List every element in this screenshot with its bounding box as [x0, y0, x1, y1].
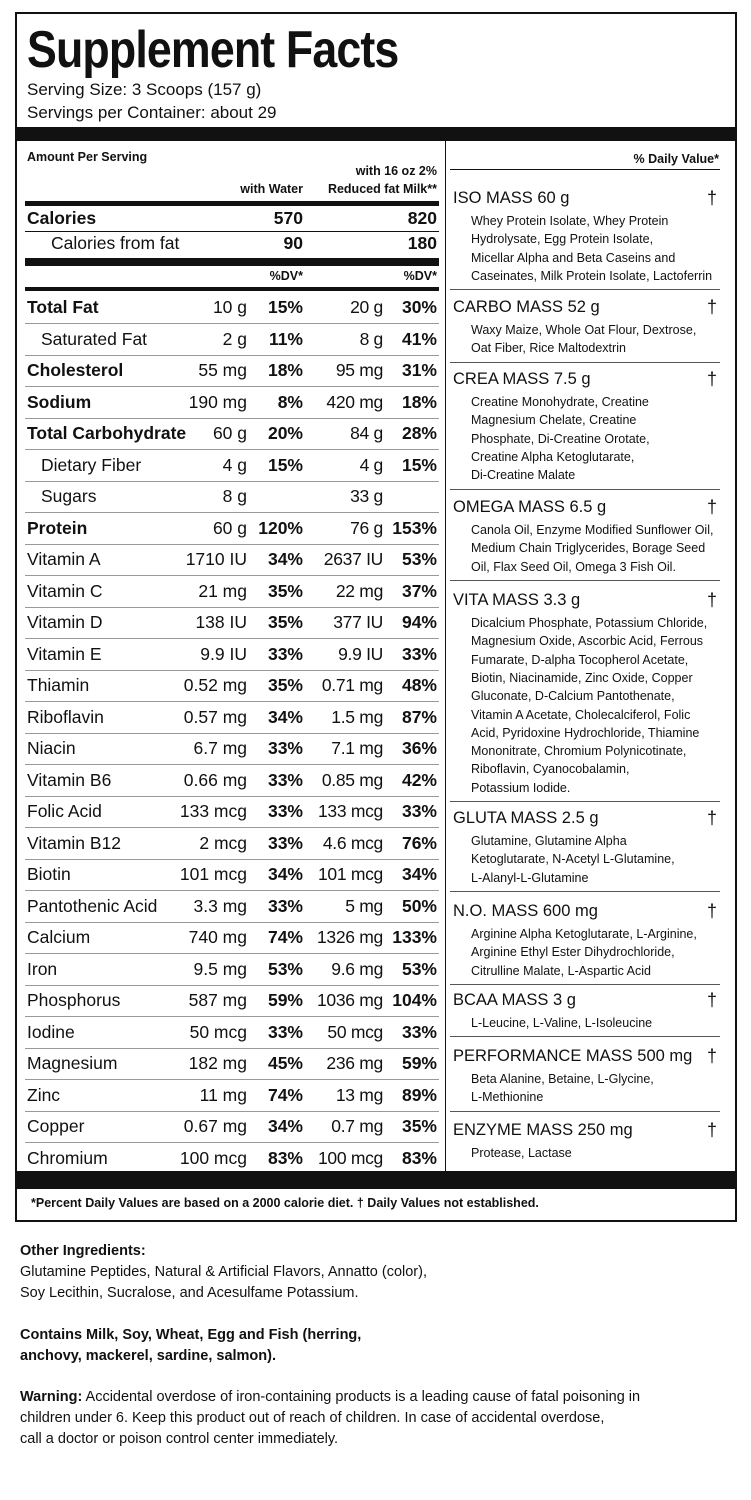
dagger-mark: † [706, 590, 717, 610]
warning-line1 [20, 1386, 730, 1408]
blend-ingredient-line: Caseinates, Milk Protein Isolate, Lactoferrin [471, 268, 713, 283]
blend-ingredient-line: Creatine Monohydrate, Creatine [471, 395, 649, 409]
blend-ingredient-line: Arginine Alpha Ketoglutarate, L-Arginine, [471, 927, 697, 941]
row-divider [25, 481, 439, 482]
allergen-line2: anchovy, mackerel, sardine, salmon). [20, 1348, 277, 1364]
blend-ingredient-line: Arginine Ethyl Ester Dihydrochloride, [471, 945, 675, 960]
with-milk-header-line1: with 16 oz 2% [355, 164, 437, 178]
water-amount: 21 mg [198, 580, 247, 601]
water-dv: 15% [267, 297, 303, 317]
blend-ingredient-line: Phosphate, Di-Creatine Orotate, [471, 431, 650, 446]
water-dv: 33% [267, 643, 303, 664]
water-amount: 0.57 mg [183, 706, 247, 727]
milk-amount: 2637 IU [323, 549, 383, 569]
milk-dv: 94% [401, 612, 437, 632]
dagger-mark: † [706, 808, 717, 828]
nutrient-name: Sugars [41, 486, 97, 506]
calories-label: Calories [27, 208, 97, 228]
nutrient-name: Thiamin [27, 675, 90, 695]
row-divider [25, 323, 439, 324]
milk-amount: 4.6 mcg [322, 832, 383, 853]
other-ingredients-line1: Glutamine Peptides, Natural & Artificial Flavors, Annatto (color), [20, 1264, 427, 1280]
blend-ingredient-line: Canola Oil, Enzyme Modified Sunflower Oil, [471, 523, 714, 537]
blend-name: OMEGA MASS 6.5 g [453, 498, 607, 516]
row-divider [25, 386, 439, 387]
water-amount: 9.9 IU [200, 643, 247, 664]
milk-dv: 18% [401, 391, 437, 412]
nutrient-name: Chromium [27, 1147, 108, 1168]
row-divider [25, 859, 439, 860]
nutrient-name: Cholesterol [27, 360, 124, 380]
amount-per-serving-label: Amount Per Serving [27, 150, 148, 164]
water-amount: 587 mg [188, 990, 247, 1010]
water-amount: 6.7 mg [193, 738, 247, 758]
bottom-rule [17, 1171, 735, 1189]
water-amount: 55 mg [198, 360, 247, 380]
water-dv: 53% [267, 958, 303, 979]
blend-ingredient-line: Beta Alanine, Betaine, L-Glycine, [471, 1072, 654, 1086]
water-amount: 2 mcg [199, 832, 247, 853]
with-water-header: with Water [240, 182, 303, 196]
nutrient-name: Dietary Fiber [41, 454, 142, 475]
blend-ingredient-line: Vitamin A Acetate, Cholecalciferol, Folic [471, 707, 691, 722]
row-divider [25, 922, 439, 923]
row-divider [25, 575, 439, 576]
water-amount: 9.5 mg [193, 958, 247, 979]
milk-dv: 89% [401, 1084, 437, 1105]
water-amount: 100 mcg [179, 1147, 247, 1168]
with-milk-header-line2: Reduced fat Milk** [327, 182, 437, 196]
milk-amount: 1036 mg [316, 990, 383, 1010]
blend-ingredient-line: L-Alanyl-L-Glutamine [471, 870, 589, 885]
nutrient-name: Magnesium [27, 1053, 118, 1073]
milk-dv: 83% [401, 1147, 437, 1168]
blend-ingredient-line: Citrulline Malate, L-Aspartic Acid [471, 963, 651, 978]
warning-line2: children under 6. Keep this product out of reach of children. In case of accidental overdose, [20, 1410, 605, 1426]
serving-size: Serving Size: 3 Scoops (157 g) [27, 80, 262, 99]
nutrient-name: Vitamin B6 [27, 769, 112, 790]
milk-amount: 1326 mg [316, 927, 383, 947]
water-dv: 18% [267, 360, 303, 380]
water-dv: 34% [267, 706, 303, 727]
dv-milk-header: %DV* [403, 269, 437, 283]
milk-amount: 4 g [359, 454, 383, 475]
water-dv: 33% [267, 1021, 303, 1042]
water-amount: 133 mcg [179, 801, 247, 821]
warning-label: Warning: [20, 1389, 83, 1405]
blend-divider [450, 580, 720, 581]
milk-dv: 42% [401, 769, 437, 790]
water-amount: 60 g [212, 423, 247, 443]
row-divider [25, 764, 439, 765]
row-divider [25, 449, 439, 450]
water-dv: 120% [258, 517, 303, 538]
milk-amount: 5 mg [345, 895, 383, 916]
blend-ingredient-line: Magnesium Chelate, Creatine [471, 413, 637, 428]
blend-divider [450, 289, 720, 290]
row-divider [25, 985, 439, 986]
water-dv: 45% [267, 1053, 303, 1073]
water-amount: 101 mcg [179, 864, 247, 884]
blend-ingredient-line: Ketoglutarate, N-Acetyl L-Glutamine, [471, 852, 675, 867]
water-dv: 35% [267, 612, 303, 632]
blend-ingredient-line: Glutamine, Glutamine Alpha [471, 834, 627, 848]
nutrient-rule [25, 287, 439, 291]
water-amount: 2 g [222, 328, 247, 349]
nutrient-name: Vitamin A [27, 549, 101, 569]
dagger-mark: † [706, 369, 717, 389]
dagger-mark: † [706, 1120, 717, 1140]
nutrient-name: Iron [27, 958, 58, 979]
blend-divider [450, 891, 720, 892]
water-amount: 0.67 mg [183, 1116, 247, 1136]
blend-ingredient-line: Di-Creatine Malate [471, 468, 576, 483]
blend-divider [450, 489, 720, 490]
panel-title: Supplement Facts [27, 21, 399, 79]
blend-ingredient-line: Magnesium Oxide, Ascorbic Acid, Ferrous [471, 634, 704, 649]
supplement-facts-panel [15, 12, 737, 1222]
blend-ingredient-line: Creatine Alpha Ketoglutarate, [471, 449, 635, 464]
milk-amount: 9.6 mg [331, 958, 383, 979]
water-amount: 8 g [222, 486, 247, 506]
calories-water-value: 90 [283, 233, 303, 253]
row-divider [25, 607, 439, 608]
blend-divider [450, 801, 720, 802]
row-divider [25, 796, 439, 797]
water-dv: 8% [277, 391, 303, 412]
milk-dv: 133% [392, 927, 437, 947]
row-divider [25, 418, 439, 419]
milk-dv: 53% [401, 958, 437, 979]
blend-ingredient-line: Fumarate, D-alpha Tocopherol Acetate, [471, 652, 689, 667]
blend-name: GLUTA MASS 2.5 g [453, 809, 599, 827]
blend-ingredient-line: Riboflavin, Cyanocobalamin, [471, 762, 630, 777]
blend-ingredient-line: L-Leucine, L-Valine, L-Isoleucine [471, 1016, 653, 1030]
dagger-mark: † [706, 188, 717, 208]
nutrient-name: Niacin [27, 738, 76, 758]
row-divider [25, 355, 439, 356]
milk-dv: 33% [401, 643, 437, 664]
blend-name: VITA MASS 3.3 g [453, 591, 581, 609]
milk-dv: 48% [401, 675, 437, 695]
water-dv: 33% [267, 895, 303, 916]
milk-amount: 7.1 mg [331, 738, 383, 758]
nutrient-name: Vitamin C [27, 580, 103, 601]
row-divider [25, 638, 439, 639]
blend-divider [450, 1036, 720, 1037]
row-divider [25, 827, 439, 828]
milk-amount: 0.85 mg [321, 769, 383, 790]
milk-dv: 53% [401, 549, 437, 569]
milk-amount: 22 mg [335, 580, 383, 601]
footnote: *Percent Daily Values are based on a 2000 calorie diet. † Daily Values not established. [31, 1196, 539, 1210]
milk-amount: 8 g [359, 328, 383, 349]
nutrient-name: Biotin [27, 864, 71, 884]
blend-ingredient-line: Dicalcium Phosphate, Potassium Chloride, [471, 616, 708, 630]
blend-divider [450, 1111, 720, 1112]
water-dv: 35% [267, 675, 303, 695]
nutrient-name: Total Fat [27, 297, 99, 317]
allergen-line1: Contains Milk, Soy, Wheat, Egg and Fish (herring, [20, 1327, 362, 1343]
milk-dv: 31% [401, 360, 437, 380]
milk-amount: 0.7 mg [331, 1116, 383, 1136]
dv-water-header: %DV* [269, 269, 303, 283]
calories-water-value: 570 [273, 208, 303, 228]
nutrient-name: Pantothenic Acid [27, 895, 158, 916]
water-dv: 11% [268, 328, 303, 349]
milk-amount: 133 mcg [317, 801, 383, 821]
row-divider [25, 1016, 439, 1017]
milk-amount: 9.9 IU [338, 643, 383, 664]
blend-name: ISO MASS 60 g [453, 189, 570, 207]
water-dv: 33% [267, 801, 303, 821]
nutrient-name: Riboflavin [27, 706, 104, 727]
water-amount: 11 mg [199, 1084, 247, 1105]
blend-name: CARBO MASS 52 g [453, 298, 600, 316]
milk-dv: 30% [401, 297, 437, 317]
blend-ingredient-line: Micellar Alpha and Beta Caseins and [471, 250, 676, 265]
nutrient-name: Copper [27, 1116, 85, 1136]
milk-amount: 377 IU [333, 612, 383, 632]
water-dv: 33% [267, 832, 303, 853]
milk-amount: 1.5 mg [331, 706, 383, 727]
milk-dv: 59% [401, 1053, 437, 1073]
column-divider [445, 141, 446, 1171]
calories-milk-value: 180 [407, 233, 437, 253]
milk-amount: 33 g [350, 486, 383, 506]
milk-dv: 33% [401, 801, 437, 821]
milk-amount: 95 mg [335, 360, 383, 380]
milk-dv: 36% [401, 738, 437, 758]
nutrient-name: Vitamin B12 [27, 832, 122, 853]
milk-dv: 34% [401, 864, 437, 884]
milk-dv: 33% [401, 1021, 437, 1042]
water-dv: 33% [267, 738, 303, 758]
water-dv: 20% [267, 423, 303, 443]
blend-name: BCAA MASS 3 g [453, 991, 576, 1009]
milk-dv: 35% [401, 1116, 437, 1136]
milk-amount: 84 g [350, 423, 383, 443]
daily-value-rule [450, 169, 720, 170]
blend-name: PERFORMANCE MASS 500 mg [453, 1047, 693, 1065]
row-divider [25, 890, 439, 891]
dagger-mark: † [706, 1046, 717, 1066]
water-amount: 60 g [212, 517, 247, 538]
nutrient-name: Protein [27, 517, 88, 538]
blend-name: N.O. MASS 600 mg [453, 902, 598, 920]
nutrient-name: Zinc [27, 1084, 61, 1105]
blend-ingredient-line: L-Methionine [471, 1090, 544, 1105]
milk-amount: 20 g [350, 297, 383, 317]
nutrient-name: Phosphorus [27, 990, 121, 1010]
water-amount: 0.66 mg [183, 769, 247, 790]
calories-rule [25, 201, 439, 206]
blend-ingredient-line: Potassium Iodide. [471, 780, 571, 795]
blend-name: ENZYME MASS 250 mg [453, 1121, 633, 1139]
milk-dv: 153% [392, 517, 437, 538]
nutrient-name: Vitamin E [27, 643, 102, 664]
top-rule [17, 127, 735, 141]
nutrient-name: Saturated Fat [41, 328, 148, 349]
blend-ingredient-line: Whey Protein Isolate, Whey Protein [471, 214, 669, 228]
daily-value-header: % Daily Value* [633, 152, 719, 166]
dagger-mark: † [706, 297, 717, 317]
row-divider [25, 1111, 439, 1112]
row-divider [25, 512, 439, 513]
water-amount: 3.3 mg [193, 895, 247, 916]
milk-dv: 87% [401, 706, 437, 727]
nutrient-name: Vitamin D [27, 612, 103, 632]
water-dv: 34% [267, 1116, 303, 1136]
water-amount: 4 g [222, 454, 247, 475]
milk-amount: 50 mcg [327, 1021, 383, 1042]
milk-amount: 13 mg [335, 1084, 383, 1105]
blend-divider [450, 362, 720, 363]
dagger-mark: † [706, 901, 717, 921]
water-amount: 182 mg [188, 1053, 247, 1073]
blend-divider [450, 984, 720, 985]
blend-ingredient-line: Medium Chain Triglycerides, Borage Seed [471, 541, 706, 556]
milk-amount: 100 mcg [317, 1147, 383, 1168]
dagger-mark: † [706, 990, 717, 1010]
water-amount: 740 mg [188, 927, 247, 947]
water-amount: 138 IU [195, 612, 247, 632]
water-amount: 50 mcg [189, 1021, 247, 1042]
water-dv: 59% [267, 990, 303, 1010]
blend-ingredient-line: Oat Fiber, Rice Maltodextrin [471, 341, 626, 356]
milk-dv: 41% [401, 328, 437, 349]
milk-dv: 104% [392, 990, 437, 1010]
milk-dv: 37% [401, 580, 437, 601]
row-divider [25, 701, 439, 702]
milk-dv: 15% [401, 454, 437, 475]
water-dv: 74% [267, 927, 303, 947]
water-dv: 34% [267, 549, 303, 569]
row-divider [25, 544, 439, 545]
blend-ingredient-line: Protease, Lactase [471, 1146, 572, 1160]
row-divider [25, 670, 439, 671]
warning-line3: call a doctor or poison control center immediately. [20, 1431, 339, 1447]
dagger-mark: † [706, 497, 717, 517]
blend-ingredient-line: Waxy Maize, Whole Oat Flour, Dextrose, [471, 323, 697, 337]
blend-ingredient-line: Gluconate, D-Calcium Pantothenate, [471, 689, 675, 704]
blend-ingredient-line: Hydrolysate, Egg Protein Isolate, [471, 232, 654, 247]
row-divider [25, 1142, 439, 1143]
water-dv: 74% [267, 1084, 303, 1105]
row-divider [25, 1048, 439, 1049]
water-dv: 35% [267, 580, 303, 601]
warning-text-1: Accidental overdose of iron-containing products is a leading cause of fatal poisoning in [82, 1389, 641, 1405]
blend-ingredient-line: Oil, Flax Seed Oil, Omega 3 Fish Oil. [471, 559, 676, 574]
nutrient-name: Calcium [27, 927, 91, 947]
water-dv: 34% [267, 864, 303, 884]
calories-label: Calories from fat [51, 233, 180, 253]
row-divider [25, 1079, 439, 1080]
water-dv: 33% [267, 769, 303, 790]
water-amount: 10 g [212, 297, 247, 317]
other-ingredients-heading: Other Ingredients: [20, 1243, 146, 1259]
water-amount: 0.52 mg [183, 675, 247, 695]
blend-ingredient-line: Mononitrate, Chromium Polynicotinate, [471, 744, 687, 759]
milk-dv: 28% [401, 423, 437, 443]
milk-dv: 50% [401, 895, 437, 916]
nutrient-name: Iodine [27, 1021, 75, 1042]
nutrient-name: Total Carbohydrate [27, 423, 187, 443]
water-amount: 1710 IU [185, 549, 247, 569]
milk-amount: 101 mcg [317, 864, 383, 884]
nutrient-name: Sodium [27, 391, 92, 412]
other-ingredients-line2: Soy Lecithin, Sucralose, and Acesulfame Potassium. [20, 1285, 359, 1301]
water-dv: 83% [267, 1147, 303, 1168]
nutrient-name: Folic Acid [27, 801, 102, 821]
water-dv: 15% [267, 454, 303, 475]
blend-name: CREA MASS 7.5 g [453, 370, 591, 388]
milk-amount: 236 mg [326, 1053, 383, 1073]
milk-dv: 76% [401, 832, 437, 853]
milk-amount: 0.71 mg [321, 675, 383, 695]
water-amount: 190 mg [188, 391, 247, 412]
row-divider [25, 733, 439, 734]
blend-ingredient-line: Biotin, Niacinamide, Zinc Oxide, Copper [471, 670, 693, 685]
milk-amount: 76 g [350, 517, 383, 538]
row-divider [25, 953, 439, 954]
blend-ingredient-line: Acid, Pyridoxine Hydrochloride, Thiamine [471, 725, 700, 740]
calories-milk-value: 820 [407, 208, 437, 228]
milk-amount: 420 mg [326, 391, 383, 412]
servings-per-container: Servings per Container: about 29 [27, 103, 277, 122]
